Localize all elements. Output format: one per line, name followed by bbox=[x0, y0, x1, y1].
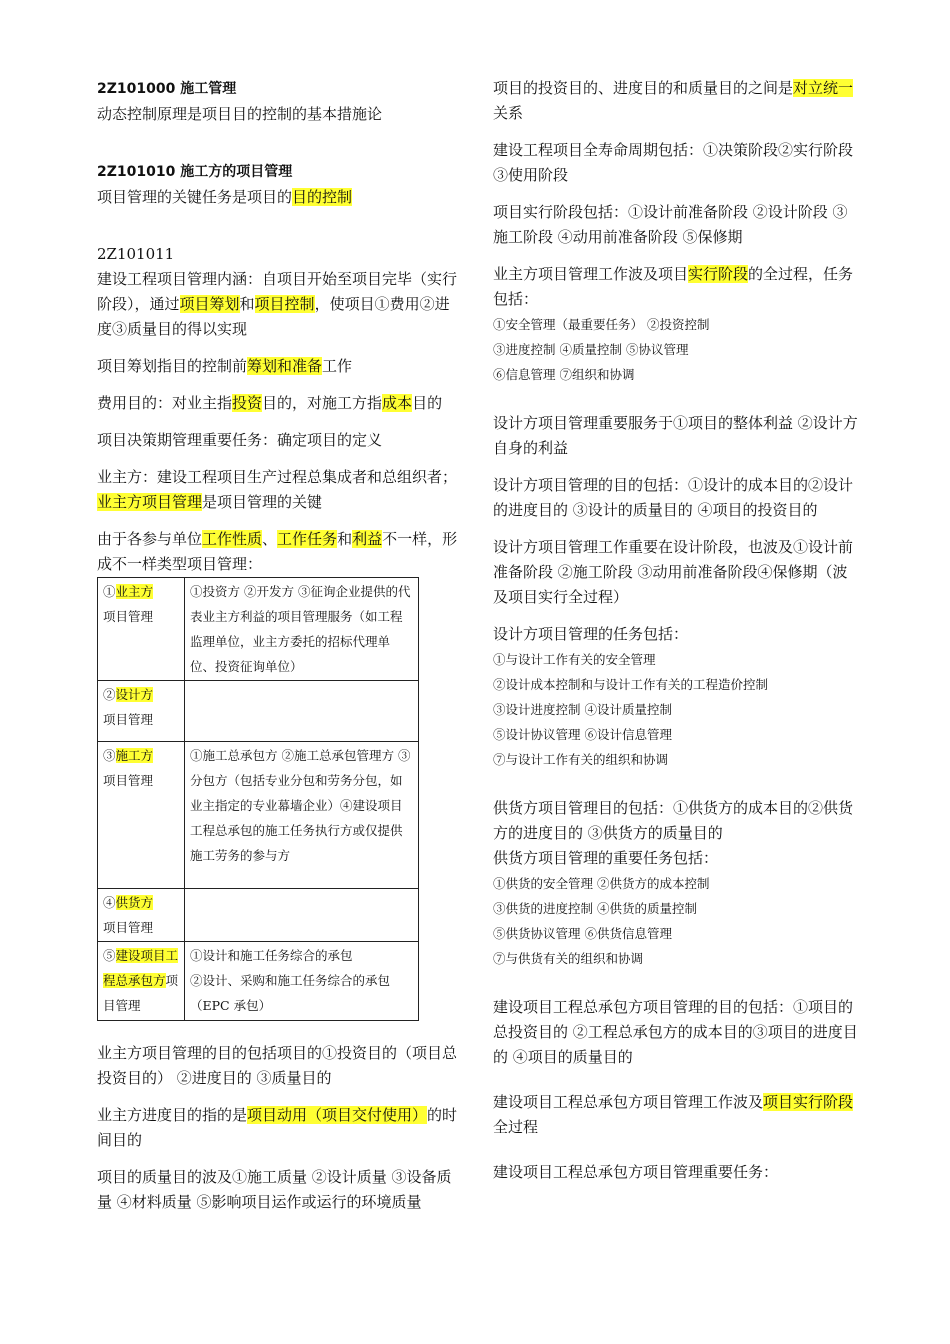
table-row bbox=[98, 942, 419, 1021]
highlight: 利益 bbox=[352, 530, 383, 548]
paragraph: 项目管理的关键任务是项目的目的控制 bbox=[97, 188, 353, 206]
highlight: 工作性质 bbox=[202, 530, 263, 548]
paragraph: 建设项目工程总承包方项目管理工作波及项目实行阶段全过程 bbox=[493, 1093, 854, 1136]
paragraph: 建设项目工程总承包方项目管理的目的包括：①项目的总投资目的 ②工程总承包方的成本目的③项目的进度目的 ④项目的质量目的 bbox=[493, 998, 858, 1066]
highlight: 筹划和准备 bbox=[247, 357, 323, 375]
highlight: 投资 bbox=[232, 394, 263, 412]
table-cell-desc: ①设计和施工任务综合的承包 ②设计、采购和施工任务综合的承包（EPC 承包） bbox=[185, 942, 419, 1021]
paragraph: 项目的投资目的、进度目的和质量目的之间是对立统一关系 bbox=[493, 79, 854, 122]
paragraph: 设计方项目管理工作重要在设计阶段，也波及①设计前准备阶段 ②施工阶段 ③动用前准备阶段④保修期（波及项目实行全过程） bbox=[493, 538, 854, 606]
paragraph: 业主方项目管理工作波及项目实行阶段的全过程，任务包括： bbox=[493, 265, 854, 308]
list-item: ③供货的进度控制 ④供货的质量控制 bbox=[493, 901, 697, 916]
paragraph: 费用目的：对业主指投资目的，对施工方指成本目的 bbox=[97, 394, 443, 412]
left-column bbox=[97, 76, 461, 1227]
paragraph: 建设工程项目管理内涵：自项目开始至项目完毕（实行阶段），通过项目筹划和项目控制，使项目①费用②进度③质量目的得以实现 bbox=[97, 270, 458, 338]
paragraph: 供货方项目管理的重要任务包括： bbox=[493, 849, 719, 867]
paragraph: 项目筹划指目的控制前筹划和准备工作 bbox=[97, 357, 353, 375]
list-item: ⑤设计协议管理 ⑥设计信息管理 bbox=[493, 727, 672, 742]
paragraph: 建设项目工程总承包方项目管理重要任务： bbox=[493, 1163, 779, 1181]
list-item: ⑥信息管理 ⑦组织和协调 bbox=[493, 367, 635, 382]
paragraph: 动态控制原理是项目目的控制的基本措施论 bbox=[97, 105, 383, 123]
paragraph: 业主方项目管理的目的包括项目的①投资目的（项目总投资目的） ②进度目的 ③质量目的 bbox=[97, 1044, 458, 1087]
design-task-list bbox=[493, 647, 858, 772]
paragraph: 供货方项目管理目的包括：①供货方的成本目的②供货方的进度目的 ③供货方的质量目的 bbox=[493, 799, 854, 842]
highlight: 项目控制 bbox=[254, 295, 315, 313]
owner-task-list bbox=[493, 312, 858, 387]
list-item: ③设计进度控制 ④设计质量控制 bbox=[493, 702, 672, 717]
highlight: 对立统一 bbox=[793, 79, 854, 97]
table-row bbox=[98, 578, 419, 681]
table-row bbox=[98, 681, 419, 742]
paragraph: 设计方项目管理重要服务于①项目的整体利益 ②设计方自身的利益 bbox=[493, 414, 858, 457]
table-cell-type: ③施工方 项目管理 bbox=[98, 742, 185, 889]
table-cell-desc: ①施工总承包方 ②施工总承包管理方 ③分包方（包括专业分包和劳务分包，如业主指定的专业幕墙企业）④建设项目工程总承包的施工任务执行方或仅提供施工劳务的参与方 bbox=[185, 742, 419, 889]
list-item: ⑦与设计工作有关的组织和协调 bbox=[493, 752, 669, 767]
paragraph: 业主方：建设工程项目生产过程总集成者和总组织者；业主方项目管理是项目管理的关键 bbox=[97, 468, 458, 511]
table-row bbox=[98, 742, 419, 889]
list-item: ⑤供货协议管理 ⑥供货信息管理 bbox=[493, 926, 672, 941]
list-item: ③进度控制 ④质量控制 ⑤协议管理 bbox=[493, 342, 689, 357]
list-item: ①安全管理（最重要任务） ②投资控制 bbox=[493, 317, 710, 332]
highlight: 项目动用（项目交付使用） bbox=[247, 1106, 428, 1124]
table-cell-desc bbox=[185, 681, 419, 742]
highlight: 实行阶段 bbox=[688, 265, 749, 283]
table-cell-desc bbox=[185, 889, 419, 942]
list-item: ①与设计工作有关的安全管理 bbox=[493, 652, 656, 667]
highlight: 工作任务 bbox=[277, 530, 338, 548]
table-cell-type: ④供货方 项目管理 bbox=[98, 889, 185, 942]
list-item: ①供货的安全管理 ②供货方的成本控制 bbox=[493, 876, 710, 891]
table-cell-type: ②设计方 项目管理 bbox=[98, 681, 185, 742]
section-code: 2Z101011 bbox=[97, 245, 175, 263]
highlight: 项目实行阶段 bbox=[763, 1093, 854, 1111]
table-cell-type: ⑤建设项目工程总承包方项目管理 bbox=[98, 942, 185, 1021]
supply-task-list bbox=[493, 871, 858, 971]
section-heading: 2Z101010 施工方的项目管理 bbox=[97, 164, 293, 180]
paragraph: 项目的质量目的波及①施工质量 ②设计质量 ③设备质量 ④材料质量 ⑤影响项目运作或运行的环境质量 bbox=[97, 1168, 452, 1211]
highlight: 项目筹划 bbox=[179, 295, 240, 313]
table-cell-type: ①业主方 项目管理 bbox=[98, 578, 185, 681]
paragraph: 项目实行阶段包括：①设计前准备阶段 ②设计阶段 ③施工阶段 ④动用前准备阶段 ⑤保修期 bbox=[493, 203, 848, 246]
paragraph: 设计方项目管理的目的包括：①设计的成本目的②设计的进度目的 ③设计的质量目的 ④项目的投资目的 bbox=[493, 476, 854, 519]
highlight: 业主方项目管理 bbox=[97, 493, 203, 511]
table-cell-desc: ①投资方 ②开发方 ③征询企业提供的代表业主方利益的项目管理服务（如工程监理单位，业主方委托的招标代理单位、投资征询单位） bbox=[185, 578, 419, 681]
highlight: 成本 bbox=[382, 394, 413, 412]
list-item: ⑦与供货有关的组织和协调 bbox=[493, 951, 644, 966]
paragraph: 建设工程项目全寿命周期包括：①决策阶段②实行阶段 ③使用阶段 bbox=[493, 141, 854, 184]
project-management-types-table bbox=[97, 577, 419, 1021]
table-row bbox=[98, 889, 419, 942]
paragraph: 设计方项目管理的任务包括： bbox=[493, 625, 689, 643]
highlight: 目的控制 bbox=[292, 188, 353, 206]
paragraph: 项目决策期管理重要任务：确定项目的定义 bbox=[97, 431, 383, 449]
paragraph: 业主方进度目的指的是项目动用（项目交付使用）的时间目的 bbox=[97, 1106, 458, 1149]
right-column bbox=[493, 76, 858, 1197]
section-heading: 2Z101000 施工管理 bbox=[97, 81, 237, 97]
paragraph: 由于各参与单位工作性质、工作任务和利益不一样，形成不一样类型项目管理： bbox=[97, 530, 458, 573]
list-item: ②设计成本控制和与设计工作有关的工程造价控制 bbox=[493, 677, 769, 692]
